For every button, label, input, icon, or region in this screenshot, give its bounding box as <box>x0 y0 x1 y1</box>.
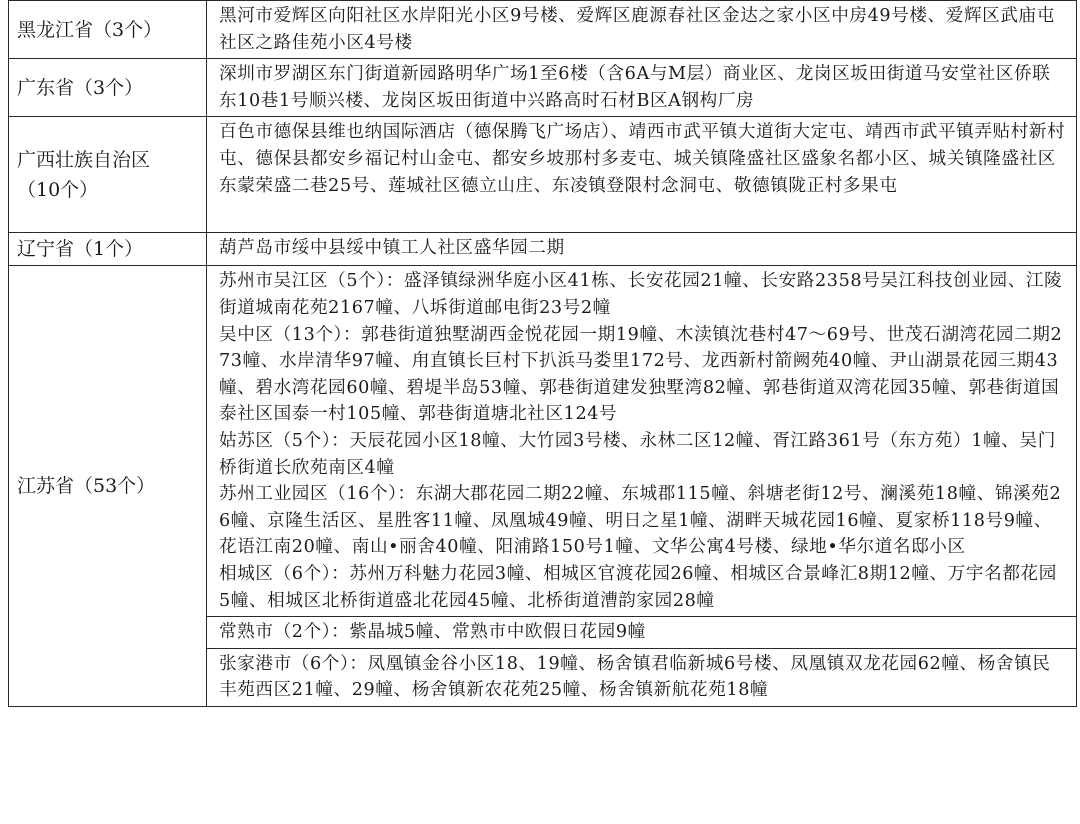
province-cell <box>9 266 207 707</box>
detail-cell <box>207 617 1077 649</box>
table-row <box>9 233 1077 266</box>
detail-paragraph: 姑苏区（5个）：天辰花园小区18幢、大竹园3号楼、永林二区12幢、胥江路361号（东方苑）1幢、吴门桥街道长欣苑南区4幢 <box>219 430 1056 478</box>
detail-text: 深圳市罗湖区东门街道新园路明华广场1至6楼（含6A与M层）商业区、龙岗区坂田街道马安堂社区侨联东10巷1号顺兴楼、龙岗区坂田街道中兴路高时石材B区A钢构厂房 <box>219 64 1051 111</box>
detail-text: 葫芦岛市绥中县绥中镇工人社区盛华园二期 <box>219 238 565 259</box>
detail-cell <box>207 648 1077 706</box>
detail-paragraph: 苏州工业园区（16个）：东湖大郡花园二期22幢、东城郡115幢、斜塘老街12号、澜溪苑18幢、锦溪苑26幢、京隆生活区、星胜客11幢、凤凰城49幢、明日之星1幢、湖畔天城花园16幢、夏家桥118号9幢、花语江南20幢、南山•丽舍40幢、阳浦路150号1幢、文华公寓4号楼、绿地•华尔道名邸小区 <box>219 484 1062 558</box>
province-label: 广东省（3个） <box>17 76 144 99</box>
detail-paragraph: 相城区（6个）：苏州万科魅力花园3幢、相城区官渡花园26幢、相城区合景峰汇8期12幢、万宇名都花园5幢、相城区北桥街道盛北花园45幢、北桥街道漕韵家园28幢 <box>219 563 1057 611</box>
detail-text: 黑河市爱辉区向阳社区水岸阳光小区9号楼、爱辉区鹿源春社区金达之家小区中房49号楼、爱辉区武庙屯社区之路佳苑小区4号楼 <box>219 6 1055 53</box>
province-cell <box>9 1 207 59</box>
detail-cell <box>207 1 1077 59</box>
province-label-line1: 广西壮族自治区 <box>17 148 151 171</box>
province-label: 江苏省（53个） <box>17 475 156 498</box>
province-cell <box>9 117 207 233</box>
table-row <box>9 59 1077 117</box>
detail-cell <box>207 117 1077 233</box>
detail-cell <box>207 266 1077 617</box>
detail-cell <box>207 59 1077 117</box>
table-row <box>9 117 1077 233</box>
province-label: 辽宁省（1个） <box>17 238 144 261</box>
province-cell <box>9 59 207 117</box>
province-label-line2: （10个） <box>17 178 99 201</box>
detail-paragraph: 吴中区（13个）：郭巷街道独墅湖西金悦花园一期19幢、木渎镇沈巷村47～69号、世茂石湖湾花园二期273幢、水岸清华97幢、甪直镇长巨村下扒浜马娄里172号、龙西新村箭阙苑40幢、尹山湖景花园三期43幢、碧水湾花园60幢、碧堤半岛53幢、郭巷街道建发独墅湾82幢、郭巷街道双湾花园35幢、郭巷街道国泰社区国泰一村105幢、郭巷街道塘北社区124号 <box>219 324 1063 425</box>
detail-text: 常熟市（2个）：紫晶城5幢、常熟市中欧假日花园9幢 <box>219 622 646 643</box>
province-cell <box>9 233 207 266</box>
province-label: 黑龙江省（3个） <box>17 18 163 41</box>
table-row <box>9 1 1077 59</box>
table-row <box>9 266 1077 617</box>
detail-cell <box>207 233 1077 266</box>
detail-text: 百色市德保县维也纳国际酒店（德保腾飞广场店）、靖西市武平镇大道街大定屯、靖西市武平镇弄贴村新村屯、德保县都安乡福记村山金屯、都安乡坡那村多麦屯、城关镇隆盛社区盛象名都小区、城关镇隆盛社区东蒙荣盛二巷25号、莲城社区德立山庄、东凌镇登限村念洞屯、敬德镇陇正村多果屯 <box>219 122 1066 196</box>
risk-area-table <box>8 0 1077 707</box>
detail-text: 张家港市（6个）：凤凰镇金谷小区18、19幢、杨舍镇君临新城6号楼、凤凰镇双龙花园62幢、杨舍镇民丰苑西区21幢、29幢、杨舍镇新农花苑25幢、杨舍镇新航花苑18幢 <box>219 653 1051 701</box>
detail-paragraph: 苏州市吴江区（5个）：盛泽镇绿洲华庭小区41栋、长安花园21幢、长安路2358号吴江科技创业园、江陵街道城南花苑2167幢、八坼街道邮电街23号2幢 <box>219 271 1063 318</box>
